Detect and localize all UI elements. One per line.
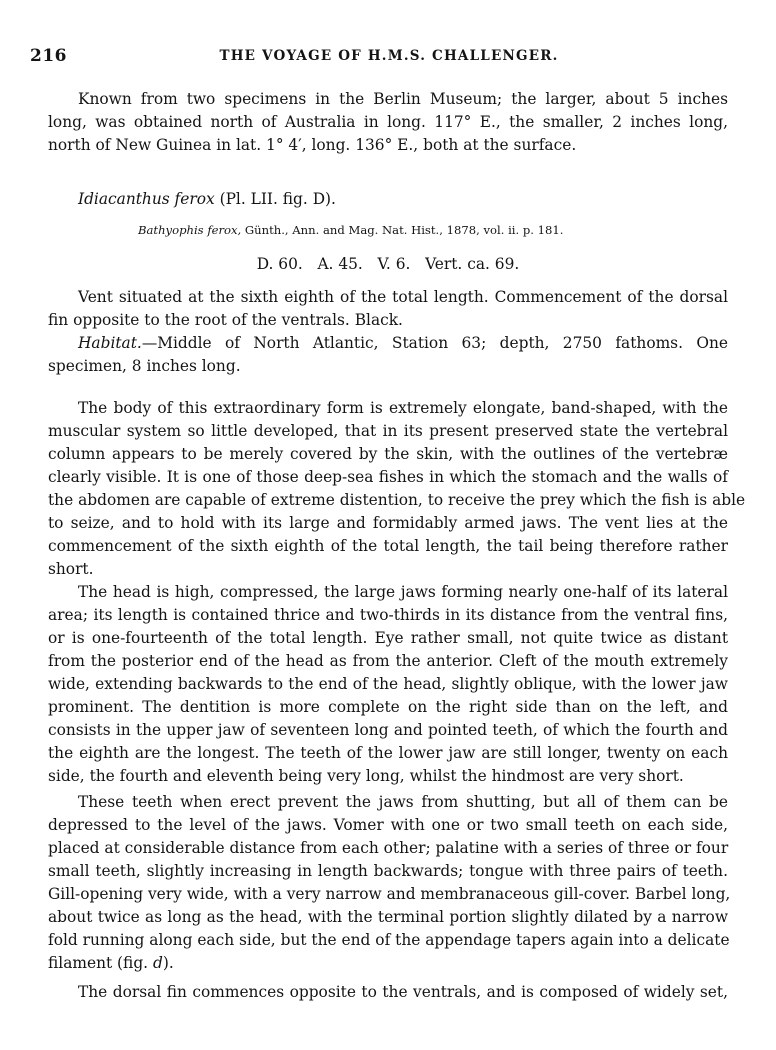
paragraph-line: The body of this extraordinary form is extremely elongate, band-shaped, with the [78, 399, 728, 417]
paragraph-line: clearly visible. It is one of those deep-sea fishes in which the stomach and the walls of [48, 468, 728, 486]
description-line: fin opposite to the root of the ventrals. Black. [48, 311, 403, 329]
species-heading [78, 188, 758, 210]
paragraph-line: depressed to the level of the jaws. Vomer with one or two small teeth on each side, [48, 816, 728, 834]
habitat-text: —Middle of North Atlantic, Station 63; depth, 2750 fathoms. One [141, 334, 728, 352]
synonym-reference: Günth., Ann. and Mag. Nat. Hist., 1878, vol. ii. p. 181. [244, 223, 564, 237]
paragraph-line: from the posterior end of the head as from the anterior. Cleft of the mouth extremely [48, 652, 728, 670]
filament-text-end: ). [162, 954, 174, 972]
paragraph-line: or is one-fourteenth of the total length. Eye rather small, not quite twice as distant [48, 629, 728, 647]
figure-letter: d [152, 954, 163, 972]
page-header [30, 46, 748, 70]
paragraph-line: Gill-opening very wide, with a very narrow and membranaceous gill-cover. Barbel long, [48, 885, 731, 903]
plate-reference: (Pl. LII. fig. D). [219, 190, 336, 208]
paragraph-line: side, the fourth and eleventh being very long, whilst the hindmost are very short. [48, 767, 684, 785]
paragraph-line: area; its length is contained thrice and two-thirds in its distance from the ventral fins, [48, 606, 728, 624]
description-line: specimen, 8 inches long. [48, 357, 241, 375]
paragraph-line: consists in the upper jaw of seventeen long and pointed teeth, of which the fourth and [48, 721, 728, 739]
filament-text: filament (fig. [48, 954, 153, 972]
paragraph-line: wide, extending backwards to the end of the head, slightly oblique, with the lower jaw [48, 675, 728, 693]
intro-line: long, was obtained north of Australia in long. 117° E., the smaller, 2 inches long, [48, 113, 728, 131]
paragraph-line: The head is high, compressed, the large jaws forming nearly one-half of its lateral [78, 583, 728, 601]
paragraph-line: muscular system so little developed, that in its present preserved state the vertebral [48, 422, 728, 440]
paragraph-line: column appears to be merely covered by the skin, with the outlines of the vertebræ [48, 445, 728, 463]
paragraph-line: small teeth, slightly increasing in length backwards; tongue with three pairs of teeth. [48, 862, 728, 880]
habitat-label: Habitat. [78, 334, 142, 352]
paragraph-line: The dorsal fin commences opposite to the ventrals, and is composed of widely set, [78, 983, 728, 1001]
intro-line: north of New Guinea in lat. 1° 4′, long. 136° E., both at the surface. [48, 136, 577, 154]
synonym-line [138, 219, 776, 241]
fin-formula: D. 60. A. 45. V. 6. Vert. ca. 69. [256, 255, 520, 273]
synonym-name: Bathyophis ferox, [138, 223, 242, 237]
paragraph-line: about twice as long as the head, with the terminal portion slightly dilated by a narrow [48, 908, 728, 926]
paragraph-line: to seize, and to hold with its large and formidably armed jaws. The vent lies at the [48, 514, 728, 532]
page-number: 216 [30, 46, 67, 66]
paragraph-line: These teeth when erect prevent the jaws from shutting, but all of them can be [78, 793, 728, 811]
description-line: Vent situated at the sixth eighth of the total length. Commencement of the dorsal [78, 288, 728, 306]
paragraph-line: commencement of the sixth eighth of the total length, the tail being therefore rather [48, 537, 728, 555]
paragraph-line: the abdomen are capable of extreme distention, to receive the prey which the fish is able [48, 491, 746, 509]
paragraph-line: the eighth are the longest. The teeth of the lower jaw are still longer, twenty on each [48, 744, 728, 762]
habitat-line [78, 332, 728, 354]
species-name: Idiacanthus ferox [78, 190, 215, 208]
paragraph-line: placed at considerable distance from each other; palatine with a series of three or four [48, 839, 729, 857]
paragraph-line: fold running along each side, but the end of the appendage tapers again into a delicate [48, 931, 730, 949]
paragraph-line [48, 952, 728, 974]
running-title: THE VOYAGE OF H.M.S. CHALLENGER. [219, 48, 559, 64]
paragraph-line: short. [48, 560, 94, 578]
intro-line: Known from two specimens in the Berlin Museum; the larger, about 5 inches [78, 90, 728, 108]
paragraph-line: prominent. The dentition is more complete on the right side than on the left, and [48, 698, 728, 716]
